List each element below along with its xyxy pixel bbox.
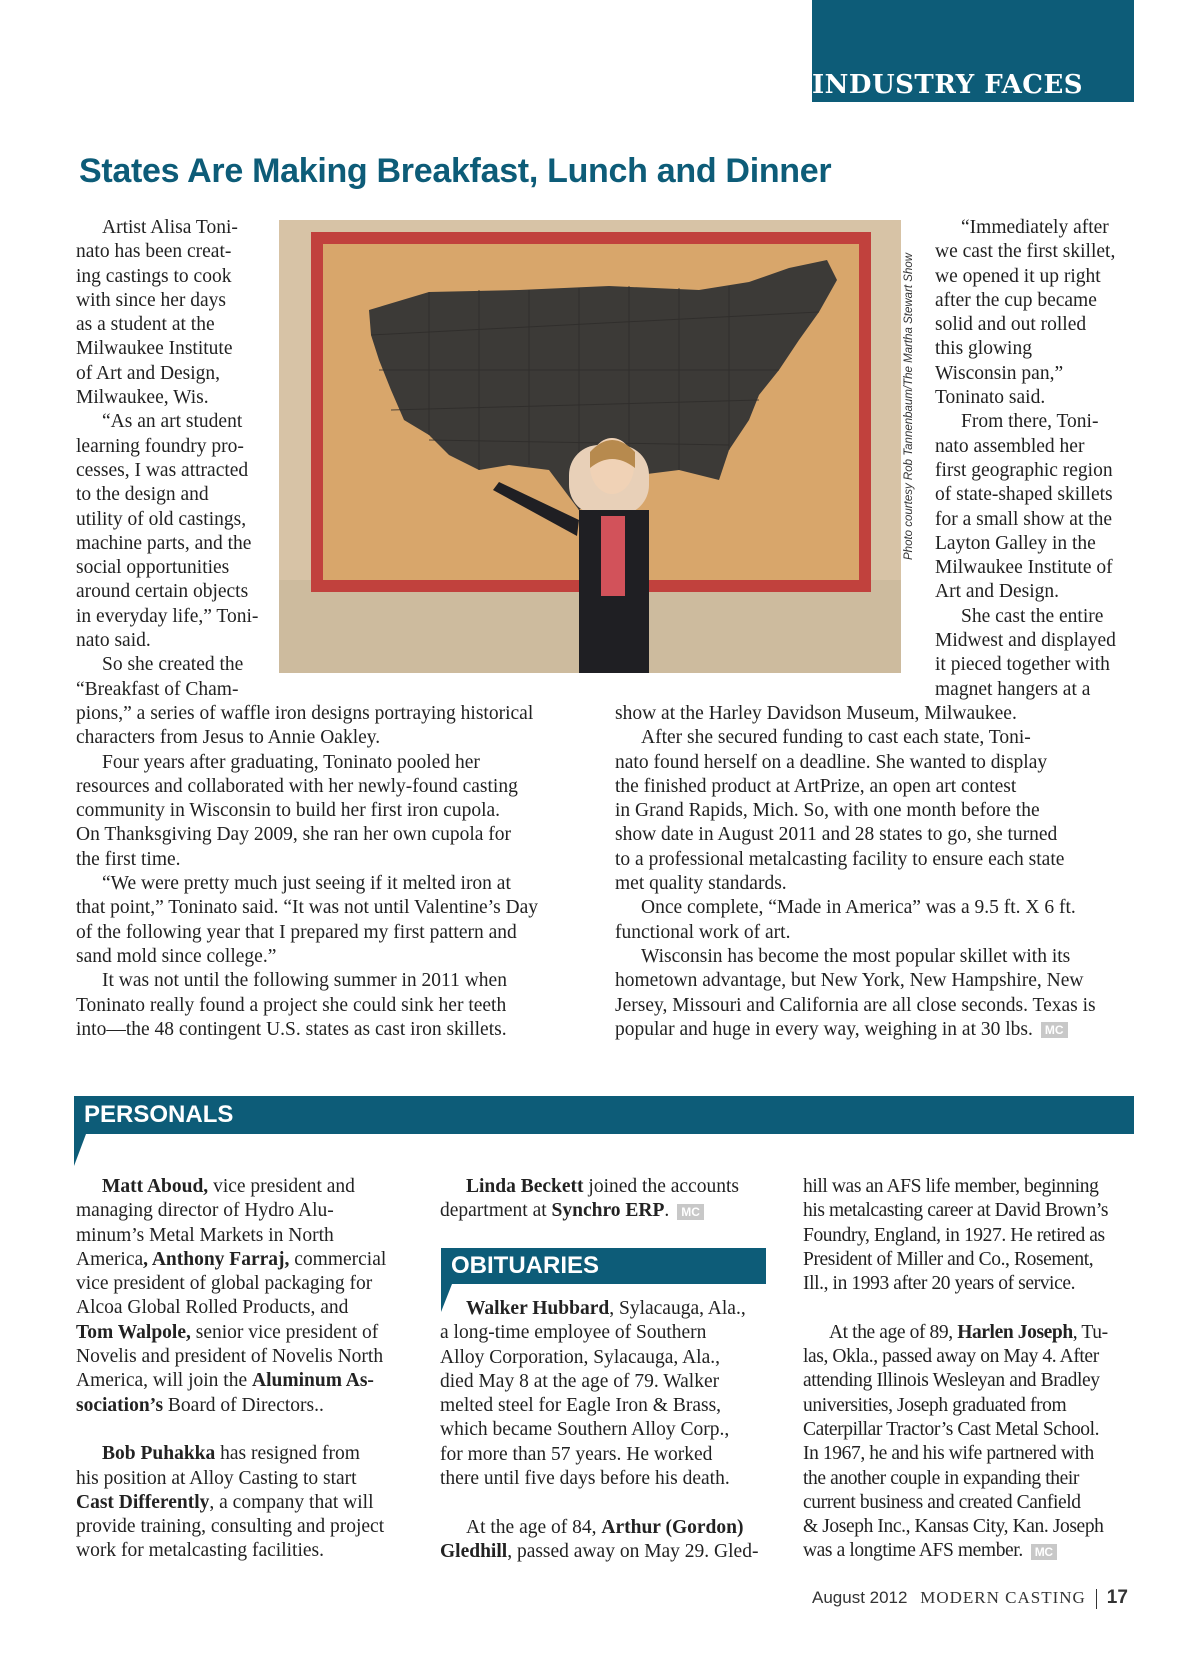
text-line: At the age of 89, Harlen Joseph, Tu- xyxy=(829,1321,1108,1343)
text-line: the another couple in expanding their xyxy=(803,1467,1079,1489)
photo-credit: Photo courtesy Rob Tannenbaum/The Martha Stewart Show xyxy=(903,252,915,560)
text-line: & Joseph Inc., Kansas City, Kan. Joseph xyxy=(803,1516,1104,1538)
text-line: Artist Alisa Toni- xyxy=(102,217,238,238)
text-line: Milwaukee Institute xyxy=(76,338,233,360)
text-line: Milwaukee Institute of xyxy=(935,557,1113,579)
text-line: nato said. xyxy=(76,630,151,652)
person-name: , Anthony Farraj, xyxy=(143,1248,290,1270)
text-line: functional work of art. xyxy=(615,921,791,943)
text-line: show date in August 2011 and 28 states to go, she turned xyxy=(615,824,1058,846)
text-line xyxy=(615,1018,1135,1042)
org-name: Cast Differently xyxy=(76,1491,210,1513)
text-line: magnet hangers at a xyxy=(935,678,1091,700)
obituaries-column-2 xyxy=(440,1297,770,1564)
text-line: Art and Design. xyxy=(935,581,1060,603)
text-line: as a student at the xyxy=(76,314,215,336)
section-header-title: INDUSTRY FACES xyxy=(812,70,1084,100)
text-line: for a small show at the xyxy=(935,508,1113,530)
text-line: pions,” a series of waffle iron designs portraying historical xyxy=(76,703,534,724)
text-line: las, Okla., passed away on May 4. After xyxy=(803,1346,1099,1368)
text-line: “We were pretty much just seeing if it melted iron at xyxy=(102,873,511,895)
text-line: after the cup became xyxy=(935,289,1097,311)
text-line: that point,” Toninato said. “It was not until Valentine’s Day xyxy=(76,897,539,919)
text-line: for more than 57 years. He worked xyxy=(440,1443,713,1465)
end-mark: MC xyxy=(1041,1022,1068,1038)
text-line: work for metalcasting facilities. xyxy=(76,1540,324,1562)
text-line: department at Synchro ERP. MC xyxy=(440,1199,770,1223)
text-line: “Breakfast of Cham- xyxy=(76,678,239,700)
text-line: nato assembled her xyxy=(935,435,1085,457)
obituaries-column-3 xyxy=(803,1175,1148,1564)
page-number: 17 xyxy=(1106,1587,1128,1608)
text-line: Milwaukee, Wis. xyxy=(76,387,209,409)
text-line-content: was a longtime AFS member. xyxy=(803,1540,1023,1562)
text-line: into—the 48 contingent U.S. states as cast iron skillets. xyxy=(76,1018,507,1040)
text-line: Bob Puhakka has resigned from xyxy=(102,1443,360,1465)
text-line: President of Miller and Co., Rosement, xyxy=(803,1248,1094,1270)
text-line: managing director of Hydro Alu- xyxy=(76,1200,334,1222)
text-line: sand mold since college.” xyxy=(76,945,277,967)
text-line: hill was an AFS life member, beginning xyxy=(803,1176,1099,1197)
text-line: cesses, I was attracted xyxy=(76,459,249,481)
text-line: met quality standards. xyxy=(615,873,787,895)
text-line xyxy=(803,1539,1148,1563)
text-line: melted steel for Eagle Iron & Brass, xyxy=(440,1395,722,1417)
person-name: Harlen Joseph xyxy=(957,1321,1073,1343)
text-line: with since her days xyxy=(76,289,227,311)
text-line: Toninato really found a project she could sink her teeth xyxy=(76,994,507,1016)
text-line: After she secured funding to cast each state, Toni- xyxy=(641,727,1031,749)
person-name: Linda Beckett xyxy=(466,1176,584,1197)
text-line: Foundry, England, in 1927. He retired as xyxy=(803,1224,1105,1246)
person-name: Arthur (Gordon) xyxy=(601,1516,744,1538)
text-line: we opened it up right xyxy=(935,265,1101,287)
org-name: Synchro ERP xyxy=(551,1200,665,1222)
text-line: show at the Harley Davidson Museum, Milwaukee. xyxy=(615,703,1017,724)
org-name: Aluminum As- xyxy=(252,1370,374,1392)
personals-column-2 xyxy=(440,1175,770,1224)
footer-date: August 2012 xyxy=(812,1588,908,1607)
text-line: attending Illinois Wesleyan and Bradley xyxy=(803,1370,1100,1392)
personals-title: PERSONALS xyxy=(84,1101,234,1128)
text-line: Once complete, “Made in America” was a 9.5 ft. X 6 ft. xyxy=(641,897,1076,919)
text-line: She cast the entire xyxy=(961,605,1104,627)
text-line: a long-time employee of Southern xyxy=(440,1322,707,1344)
footer-divider xyxy=(1096,1589,1097,1609)
text-line: it pieced together with xyxy=(935,654,1110,676)
text-line: America, will join the Aluminum As- xyxy=(76,1370,374,1392)
text-line: learning foundry pro- xyxy=(76,435,244,457)
text-line: of the following year that I prepared my first pattern and xyxy=(76,921,517,943)
text-line: social opportunities xyxy=(76,557,230,579)
text-line: From there, Toni- xyxy=(961,411,1099,433)
personals-column-1 xyxy=(76,1175,416,1564)
text-line: Gledhill, passed away on May 29. Gled- xyxy=(440,1540,759,1562)
text-line: ing castings to cook xyxy=(76,265,232,287)
text-line: In 1967, he and his wife partnered with xyxy=(803,1443,1094,1465)
text-line: Tom Walpole, senior vice president of xyxy=(76,1321,379,1343)
text-line: Cast Differently, a company that will xyxy=(76,1491,374,1513)
org-name: sociation’s xyxy=(76,1394,164,1416)
article-headline: States Are Making Breakfast, Lunch and Dinner xyxy=(79,152,832,190)
text-line: the finished product at ArtPrize, an open art contest xyxy=(615,775,1017,797)
end-mark: MC xyxy=(677,1204,704,1220)
text-line: machine parts, and the xyxy=(76,532,252,554)
text-line: Toninato said. xyxy=(935,387,1046,409)
article-right-wrap-column xyxy=(935,216,1125,702)
text-line: utility of old castings, xyxy=(76,508,247,530)
text-line: to the design and xyxy=(76,484,209,506)
text-line: to a professional metalcasting facility to ensure each state xyxy=(615,848,1065,870)
text-line: sociation’s Board of Directors.. xyxy=(76,1394,324,1416)
person-name: Matt Aboud, xyxy=(102,1176,209,1197)
text-line: nato found herself on a deadline. She wanted to display xyxy=(615,751,1048,773)
text-line: nato has been creat- xyxy=(76,241,232,263)
paragraph-gap xyxy=(803,1296,1148,1320)
personals-band-notch xyxy=(74,1134,86,1166)
text-line: vice president of global packaging for xyxy=(76,1273,373,1295)
text-line: community in Wisconsin to build her first iron cupola. xyxy=(76,800,501,822)
text-line: It was not until the following summer in 2011 when xyxy=(102,970,507,992)
text-line-content: popular and huge in every way, weighing in at 30 lbs. xyxy=(615,1018,1033,1040)
text-line: So she created the xyxy=(102,654,244,676)
obituaries-title: OBITUARIES xyxy=(451,1252,600,1279)
text-line: Linda Beckett joined the accounts xyxy=(466,1176,739,1197)
text-line: Alcoa Global Rolled Products, and xyxy=(76,1297,349,1319)
text-line: Four years after graduating, Toninato pooled her xyxy=(102,751,480,773)
text-line: of Art and Design, xyxy=(76,362,221,384)
text-line: “As an art student xyxy=(102,411,243,433)
text-line: Wisconsin pan,” xyxy=(935,362,1064,384)
text-line: Layton Galley in the xyxy=(935,532,1096,554)
text-line: characters from Jesus to Annie Oakley. xyxy=(76,727,381,749)
footer-magazine: MODERN CASTING xyxy=(920,1588,1086,1607)
text-line: At the age of 84, Arthur (Gordon) xyxy=(466,1516,744,1538)
article-left-wrap-column xyxy=(76,216,266,702)
person-name: Tom Walpole, xyxy=(76,1321,191,1343)
text-line: we cast the first skillet, xyxy=(935,241,1116,263)
text-line: Wisconsin has become the most popular skillet with its xyxy=(641,945,1071,967)
article-right-full-column xyxy=(615,702,1135,1042)
person-name: Walker Hubbard xyxy=(466,1298,610,1319)
person-name: Gledhill xyxy=(440,1540,508,1562)
text-line: there until five days before his death. xyxy=(440,1468,730,1490)
page-footer xyxy=(812,1587,1128,1609)
text-line: Alloy Corporation, Sylacauga, Ala., xyxy=(440,1346,720,1368)
article-left-full-column xyxy=(76,702,576,1042)
text-line: in Grand Rapids, Mich. So, with one month before the xyxy=(615,800,1040,822)
text-line: “Immediately after xyxy=(961,217,1109,238)
text-line: in everyday life,” Toni- xyxy=(76,605,259,627)
text-line: America, Anthony Farraj, commercial xyxy=(76,1248,387,1270)
text-line: Caterpillar Tractor’s Cast Metal School. xyxy=(803,1418,1100,1440)
person-name: Bob Puhakka xyxy=(102,1443,216,1465)
text-line: Walker Hubbard, Sylacauga, Ala., xyxy=(466,1298,746,1319)
text-line: Midwest and displayed xyxy=(935,630,1116,652)
text-line: the first time. xyxy=(76,848,181,870)
article-photo-skillet-map xyxy=(279,220,901,673)
text-line: On Thanksgiving Day 2009, she ran her own cupola for xyxy=(76,824,512,846)
text-line: his position at Alloy Casting to start xyxy=(76,1467,357,1489)
text-line: provide training, consulting and project xyxy=(76,1516,385,1538)
text-line: which became Southern Alloy Corp., xyxy=(440,1419,730,1441)
text-line: around certain objects xyxy=(76,581,249,603)
paragraph-gap xyxy=(76,1418,416,1442)
text-line: first geographic region xyxy=(935,459,1113,481)
text-line: Ill., in 1993 after 20 years of service. xyxy=(803,1273,1076,1295)
text-line: universities, Joseph graduated from xyxy=(803,1394,1067,1416)
paragraph-gap xyxy=(440,1491,770,1515)
text-line: Matt Aboud, vice president and xyxy=(102,1176,355,1197)
text-line: resources and collaborated with her newly-found casting xyxy=(76,775,518,797)
end-mark: MC xyxy=(1031,1544,1057,1560)
text-line: hometown advantage, but New York, New Hampshire, New xyxy=(615,970,1084,992)
text-line: solid and out rolled xyxy=(935,314,1087,336)
text-line: this glowing xyxy=(935,338,1032,360)
text-line: his metalcasting career at David Brown’s xyxy=(803,1200,1109,1222)
text-line: current business and created Canfield xyxy=(803,1491,1081,1513)
text-line: died May 8 at the age of 79. Walker xyxy=(440,1370,720,1392)
text-line: Jersey, Missouri and California are all close seconds. Texas is xyxy=(615,994,1096,1016)
text-line: of state-shaped skillets xyxy=(935,484,1113,506)
text-line: minum’s Metal Markets in North xyxy=(76,1224,334,1246)
text-line: Novelis and president of Novelis North xyxy=(76,1346,384,1368)
